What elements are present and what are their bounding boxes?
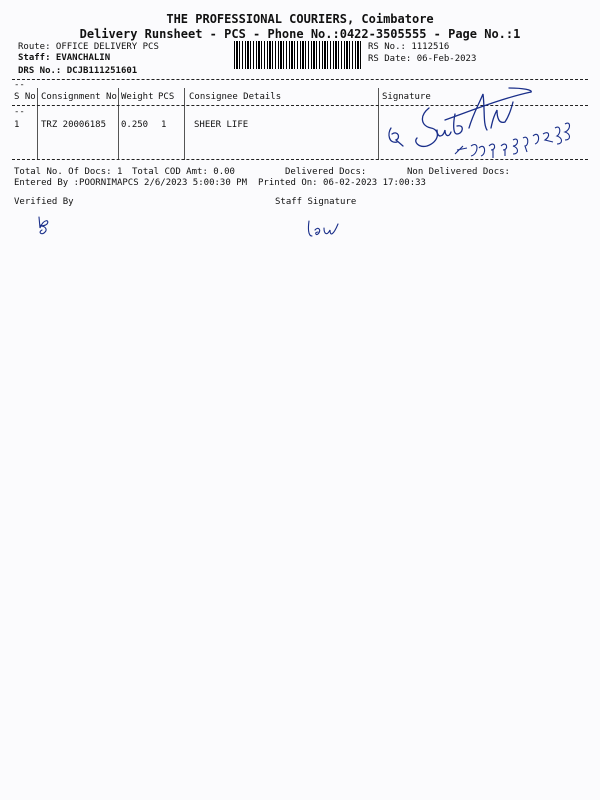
row-consignee: SHEER LIFE xyxy=(194,120,249,130)
column-divider xyxy=(118,88,119,160)
column-header-weight: Weight xyxy=(121,92,154,102)
column-divider xyxy=(378,88,379,160)
column-header-consignment: Consignment No xyxy=(41,92,117,102)
runsheet-subtitle: Delivery Runsheet - PCS - Phone No.:0422-3505555 - Page No.:1 xyxy=(79,27,521,41)
dash-mark: -- xyxy=(14,107,25,117)
divider-top xyxy=(12,79,588,80)
non-delivered-docs: Non Delivered Docs: xyxy=(407,167,510,177)
row-consignment-no: TRZ 20006185 xyxy=(41,120,107,130)
column-header-signature: Signature xyxy=(382,92,431,102)
total-cod-amount: Total COD Amt: 0.00 xyxy=(132,167,235,177)
column-header-sno: S No xyxy=(14,92,36,102)
rs-date: RS Date: 06-Feb-2023 xyxy=(368,54,477,64)
divider-bottom xyxy=(12,159,588,160)
dash-mark: -- xyxy=(14,80,25,90)
column-header-consignee: Consignee Details xyxy=(189,92,282,102)
column-header-pcs: PCS xyxy=(158,92,175,102)
entered-by: Entered By :POORNIMAPCS 2/6/2023 5:00:30 PM xyxy=(14,178,247,188)
row-weight: 0.250 xyxy=(121,120,149,130)
row-sno: 1 xyxy=(14,120,20,130)
handwritten-signature xyxy=(383,84,588,169)
drs-number: DRS No.: DCJB111251601 xyxy=(18,66,138,76)
company-title: THE PROFESSIONAL COURIERS, Coimbatore xyxy=(166,12,434,26)
staff-label: Staff: EVANCHALIN xyxy=(18,53,111,63)
rs-number: RS No.: 1112516 xyxy=(368,42,450,52)
route-label: Route: OFFICE DELIVERY PCS xyxy=(18,42,159,52)
barcode xyxy=(234,41,362,69)
staff-signature-label: Staff Signature xyxy=(275,197,357,207)
column-divider xyxy=(37,88,38,160)
column-divider xyxy=(184,88,185,160)
delivered-docs: Delivered Docs: xyxy=(285,167,367,177)
printed-on: Printed On: 06-02-2023 17:00:33 xyxy=(258,178,426,188)
verified-by-label: Verified By xyxy=(14,197,74,207)
staff-initials xyxy=(306,216,346,242)
total-docs: Total No. Of Docs: 1 xyxy=(14,167,123,177)
row-pcs: 1 xyxy=(161,120,167,130)
verifier-initials xyxy=(34,214,54,236)
